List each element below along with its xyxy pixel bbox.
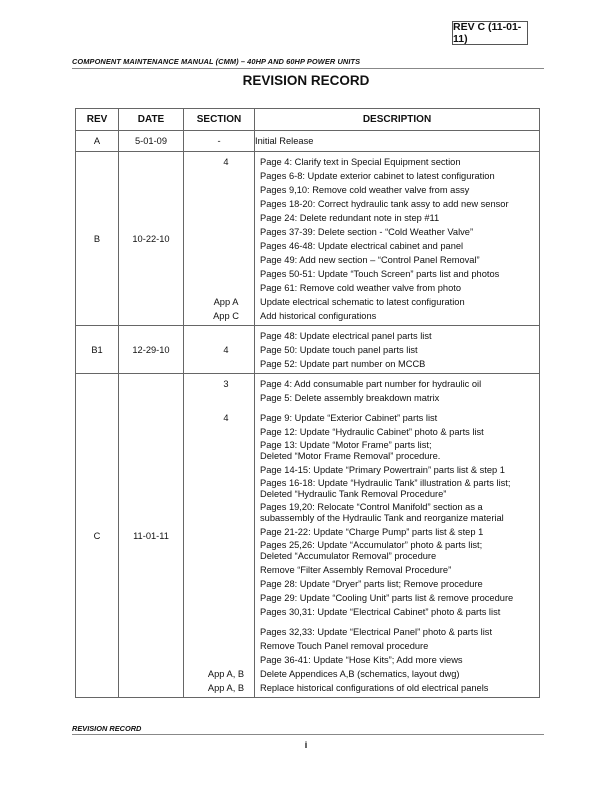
section-label — [184, 239, 254, 253]
description-line: Pages 18-20: Correct hydraulic tank assy to add new sensor — [260, 199, 509, 209]
description-item — [255, 439, 539, 463]
section-cell — [184, 374, 255, 698]
description-cell — [255, 131, 540, 152]
section-label — [184, 329, 254, 343]
description-line: Page 52: Update part number on MCCB — [260, 359, 426, 369]
description-line: Pages 50-51: Update “Touch Screen” parts list and photos — [260, 269, 500, 279]
description-item — [255, 425, 539, 439]
description-item — [255, 183, 539, 197]
section-text — [198, 239, 254, 253]
section-spacer — [198, 551, 254, 562]
description-line: Page 61: Remove cold weather valve from photo — [260, 283, 462, 293]
section-text — [198, 502, 254, 513]
description-item — [255, 411, 539, 425]
description-item — [255, 591, 539, 605]
description-item — [255, 295, 539, 309]
section-text — [198, 540, 254, 551]
description-line: Page 28: Update “Dryer” parts list; Remove procedure — [260, 579, 483, 589]
description-line: Pages 37-39: Delete section - “Cold Weather Valve” — [260, 227, 474, 237]
section-text — [198, 253, 254, 267]
description-line: Page 13: Update “Motor Frame” parts list; — [260, 440, 432, 450]
section-text — [198, 211, 254, 225]
description-cell — [255, 326, 540, 374]
section-text — [198, 440, 254, 451]
section-label — [184, 295, 254, 309]
section-label — [184, 563, 254, 577]
description-line: Remove “Filter Assembly Removal Procedure” — [260, 565, 452, 575]
description-line: Pages 25,26: Update “Accumulator” photo & parts list; — [260, 540, 483, 550]
column-header-rev: REV — [76, 109, 119, 131]
section-text: App A, B — [207, 669, 245, 679]
table-row — [76, 152, 540, 326]
description-cell — [255, 374, 540, 698]
description-line: Pages 32,33: Update “Electrical Panel” photo & parts list — [260, 627, 493, 637]
running-header: COMPONENT MAINTENANCE MANUAL (CMM) – 40HP AND 60HP POWER UNITS — [72, 57, 361, 66]
section-label — [184, 391, 254, 405]
column-header-section: SECTION — [184, 109, 255, 131]
description-line: Page 14-15: Update “Primary Powertrain” parts list & step 1 — [260, 465, 505, 475]
section-spacer — [198, 489, 254, 500]
section-label — [184, 425, 254, 439]
section-spacer — [198, 513, 254, 524]
description-item — [255, 539, 539, 563]
section-text — [198, 463, 254, 477]
section-text — [198, 425, 254, 439]
section-text — [198, 605, 254, 619]
section-label — [184, 343, 254, 357]
description-line: Page 5: Delete assembly breakdown matrix — [260, 393, 440, 403]
section-text: 4 — [223, 413, 229, 423]
description-line: Pages 16-18: Update “Hydraulic Tank” illustration & parts list; — [260, 478, 511, 488]
description-item — [255, 525, 539, 539]
section-text: App A, B — [207, 683, 245, 693]
section-cell — [184, 326, 255, 374]
description-item — [255, 391, 539, 405]
section-label — [184, 625, 254, 639]
description-item — [255, 211, 539, 225]
table-row — [76, 326, 540, 374]
section-label — [184, 439, 254, 463]
description-line: Page 4: Clarify text in Special Equipment section — [260, 157, 461, 167]
date-cell: 12-29-10 — [119, 326, 184, 374]
description-item — [255, 281, 539, 295]
description-item — [255, 155, 539, 169]
section-label — [184, 169, 254, 183]
description-item — [255, 477, 539, 501]
rev-cell: B — [76, 152, 119, 326]
section-label — [184, 267, 254, 281]
description-line: Pages 9,10: Remove cold weather valve from assy — [260, 185, 470, 195]
section-text — [198, 591, 254, 605]
section-label — [184, 281, 254, 295]
description-line: Update electrical schematic to latest configuration — [260, 297, 465, 307]
table-row — [76, 374, 540, 698]
description-line: Replace historical configurations of old electrical panels — [260, 683, 489, 693]
section-text — [198, 281, 254, 295]
description-line: Page 12: Update “Hydraulic Cabinet” photo & parts list — [260, 427, 484, 437]
table-row — [76, 131, 540, 152]
section-label — [184, 525, 254, 539]
description-item — [255, 309, 539, 323]
description-cell — [255, 152, 540, 326]
description-item — [255, 563, 539, 577]
section-cell: - — [184, 131, 255, 152]
section-text — [198, 197, 254, 211]
section-label — [184, 463, 254, 477]
rev-cell: A — [76, 131, 119, 152]
section-text: 3 — [223, 379, 229, 389]
section-label — [184, 357, 254, 371]
description-line: Pages 46-48: Update electrical cabinet and panel — [260, 241, 464, 251]
section-text — [198, 478, 254, 489]
table-header-row — [76, 109, 540, 131]
section-text: App C — [213, 311, 239, 321]
description-line: Page 21-22: Update “Charge Pump” parts list & step 1 — [260, 527, 484, 537]
description-item — [255, 639, 539, 653]
page-number: i — [304, 740, 308, 750]
date-cell: 5-01-09 — [119, 131, 184, 152]
section-label — [184, 653, 254, 667]
section-spacer — [198, 451, 254, 462]
description-item — [255, 225, 539, 239]
description-line: Page 50: Update touch panel parts list — [260, 345, 418, 355]
date-cell: 10-22-10 — [119, 152, 184, 326]
section-label — [184, 605, 254, 619]
section-label — [184, 309, 254, 323]
description-line: Page 49: Add new section – “Control Panel Removal” — [260, 255, 480, 265]
revision-table — [75, 108, 540, 698]
description-item — [255, 357, 539, 371]
revision-badge: REV C (11-01-11) — [452, 21, 528, 45]
section-label — [184, 681, 254, 695]
description-item — [255, 653, 539, 667]
date-cell: 11-01-11 — [119, 374, 184, 698]
column-header-description: DESCRIPTION — [255, 109, 540, 131]
section-text: App A — [213, 297, 239, 307]
section-text — [198, 625, 254, 639]
section-text — [198, 357, 254, 371]
description-line: Page 48: Update electrical panel parts list — [260, 331, 432, 341]
section-text — [198, 183, 254, 197]
description-line: Delete Appendices A,B (schematics, layout dwg) — [260, 669, 460, 679]
section-text — [198, 639, 254, 653]
section-text — [198, 329, 254, 343]
section-label — [184, 211, 254, 225]
description-item — [255, 605, 539, 619]
section-text — [198, 169, 254, 183]
description-item — [255, 134, 539, 148]
description-line: Add historical configurations — [260, 311, 377, 321]
description-line: Pages 6-8: Update exterior cabinet to latest configuration — [260, 171, 495, 181]
section-label — [184, 477, 254, 501]
description-line: Initial Release — [255, 136, 314, 146]
section-label — [184, 639, 254, 653]
header-rule — [72, 68, 544, 69]
description-line: Pages 19,20: Relocate “Control Manifold” section as a — [260, 502, 483, 512]
section-label — [184, 183, 254, 197]
description-item — [255, 329, 539, 343]
section-label — [184, 591, 254, 605]
description-item — [255, 267, 539, 281]
description-item — [255, 197, 539, 211]
section-label — [184, 577, 254, 591]
running-footer: REVISION RECORD — [72, 724, 142, 733]
description-line: Deleted “Motor Frame Removal” procedure. — [260, 451, 441, 461]
section-label — [184, 667, 254, 681]
description-item — [255, 625, 539, 639]
description-item — [255, 377, 539, 391]
description-line: Remove Touch Panel removal procedure — [260, 641, 429, 651]
description-item — [255, 577, 539, 591]
description-line: Pages 30,31: Update “Electrical Cabinet” photo & parts list — [260, 607, 501, 617]
section-text: 4 — [223, 345, 229, 355]
section-text: 4 — [223, 157, 229, 167]
description-line: Page 9: Update “Exterior Cabinet” parts list — [260, 413, 438, 423]
section-text — [198, 267, 254, 281]
section-label — [184, 225, 254, 239]
description-line: Page 36-41: Update “Hose Kits”; Add more views — [260, 655, 463, 665]
section-text — [198, 391, 254, 405]
description-item — [255, 501, 539, 525]
rev-cell: C — [76, 374, 119, 698]
description-line: Page 29: Update “Cooling Unit” parts list & remove procedure — [260, 593, 514, 603]
section-label — [184, 155, 254, 169]
description-item — [255, 343, 539, 357]
description-line: Deleted “Accumulator Removal” procedure — [260, 551, 437, 561]
section-text — [198, 577, 254, 591]
section-text — [198, 225, 254, 239]
description-item — [255, 463, 539, 477]
description-line: Deleted “Hydraulic Tank Removal Procedure” — [260, 489, 447, 499]
section-label — [184, 539, 254, 563]
section-text — [198, 525, 254, 539]
section-label — [184, 411, 254, 425]
description-line: Page 24: Delete redundant note in step #11 — [260, 213, 440, 223]
description-line: subassembly of the Hydraulic Tank and reorganize material — [260, 513, 504, 523]
description-item — [255, 239, 539, 253]
section-label — [184, 197, 254, 211]
section-label — [184, 501, 254, 525]
page-title: REVISION RECORD — [242, 73, 370, 88]
description-line: Page 4: Add consumable part number for hydraulic oil — [260, 379, 482, 389]
section-cell — [184, 152, 255, 326]
description-item — [255, 667, 539, 681]
section-text — [198, 653, 254, 667]
description-item — [255, 681, 539, 695]
column-header-date: DATE — [119, 109, 184, 131]
section-label — [184, 377, 254, 391]
footer-rule — [72, 734, 544, 735]
section-text — [198, 563, 254, 577]
section-label — [184, 253, 254, 267]
description-item — [255, 169, 539, 183]
description-item — [255, 253, 539, 267]
rev-cell: B1 — [76, 326, 119, 374]
